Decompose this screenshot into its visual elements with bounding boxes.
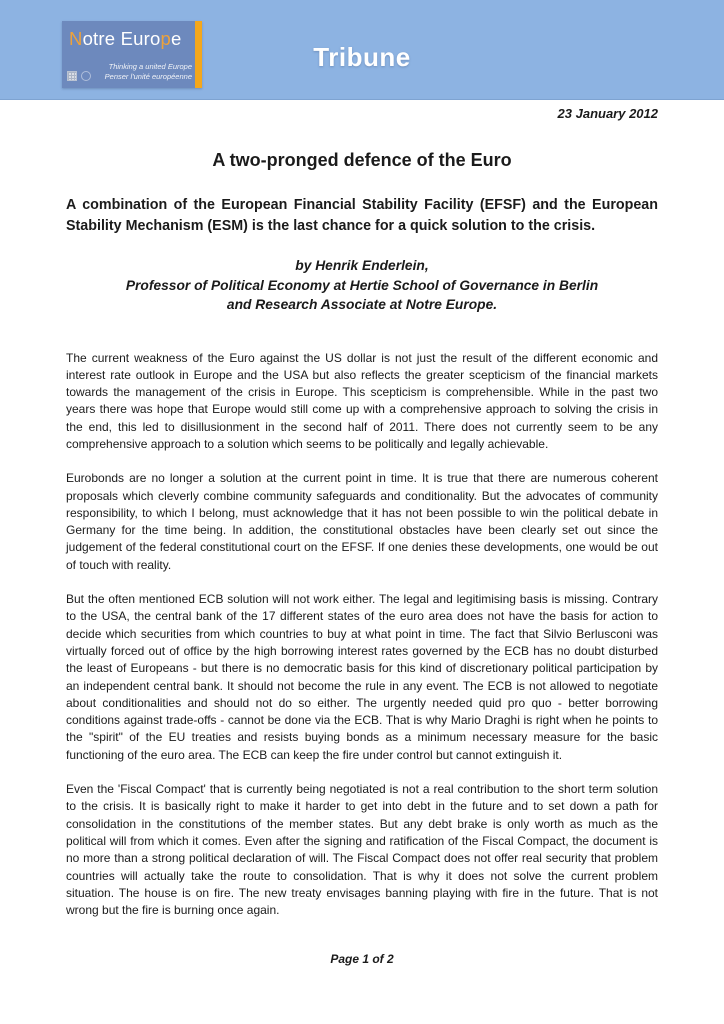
publication-date: 23 January 2012 <box>557 106 658 121</box>
article-body <box>66 350 658 920</box>
body-paragraph-4: Even the 'Fiscal Compact' that is currently being negotiated is not a real contribution to the short term solution to the crisis. It is basically right to make it harder to get into debt in the future and to set down a path for consolidation in the constitutions of the member states. But any debt brake is only worth as much as the political will from which it comes. Even after the signing and ratification of the Fiscal Compact, the document is no more than a strong political declaration of will. The Fiscal Compact does not offer real security that problem countries will actually take the route to consolidation. That is why it does not solve the current problem situation. The house is on fire. The new treaty envisages banning playing with fire in the future. That is not wrong but the fire is burning once again. <box>66 782 658 918</box>
logo-letter-e: e <box>170 28 182 49</box>
logo-letters-mid: otre Euro <box>82 28 161 49</box>
author-byline <box>66 256 658 315</box>
byline-author: by Henrik Enderlein, <box>295 258 429 273</box>
logo-letter-n: N <box>69 28 83 49</box>
byline-role-2: and Research Associate at Notre Europe. <box>226 297 498 312</box>
body-paragraph-2: Eurobonds are no longer a solution at the current point in time. It is true that there are numerous coherent proposals which cleverly combine community safeguards and conditionality. But the advocates of community responsibility, to which I belong, must acknowledge that it has not been possible to win the political debate in Germany for the time being. In addition, the constitutional obstacles have been clearly set out since the judgement of the federal constitutional court on the EFSF. If one denies these developments, one would be out of touch with reality. <box>66 471 658 572</box>
logo-tagline-french: Penser l'unité européenne <box>104 71 192 81</box>
logo-letter-p: p <box>160 28 171 49</box>
header-banner <box>0 0 724 100</box>
article-content <box>0 150 724 919</box>
article-subtitle: A combination of the European Financial Stability Facility (EFSF) and the European Stability Mechanism (ESM) is the last chance for a quick solution to the crisis. <box>66 197 658 234</box>
body-paragraph-3: But the often mentioned ECB solution will not work either. The legal and legitimising basis is missing. Contrary to the USA, the central bank of the 17 different states of the euro area does not have the basis for action to decide which securities from which countries to buy at what point in time. The fact that Silvio Berlusconi was virtually forced out of office by the high borrowing interest rates governed by the ECB has no doubt disturbed the least of Europeans - but there is no democratic basis for this kind of discretionary political participation by an independent central bank. It should not become the rule in any event. The ECB is not allowed to negotiate about conditionalities and should not do so either. The urgently needed quid pro quo - better borrowing conditions against trade-offs - cannot be done via the ECB. That is why Mario Draghi is right when he points to the "spirit" of the EU treaties and resists buying bonds as a minimum necessary measure for the basic functioning of the euro area. The ECB can keep the fire under control but cannot extinguish it. <box>66 592 658 762</box>
banner-title: Tribune <box>313 42 411 72</box>
article-title: A two-pronged defence of the Euro <box>212 150 512 170</box>
logo-tagline-english: Thinking a united Europe <box>108 62 192 71</box>
page-number: Page 1 of 2 <box>330 952 394 966</box>
body-paragraph-1: The current weakness of the Euro against the US dollar is not just the result of the different economic and interest rate outlook in Europe and the USA but also reflects the greater scepticism of the financial markets towards the management of the crisis in Europe. This scepticism is comprehensible. While in the past two years there was hope that Europe would still come up with a comprehensive approach to solving the crisis in the end, this led to disillusionment in the second half of 2011. There does not currently seem to be any comprehensive approach to a solution which seems to be politically and legally achievable. <box>66 350 658 451</box>
byline-role-1: Professor of Political Economy at Hertie School of Governance in Berlin <box>125 277 599 293</box>
